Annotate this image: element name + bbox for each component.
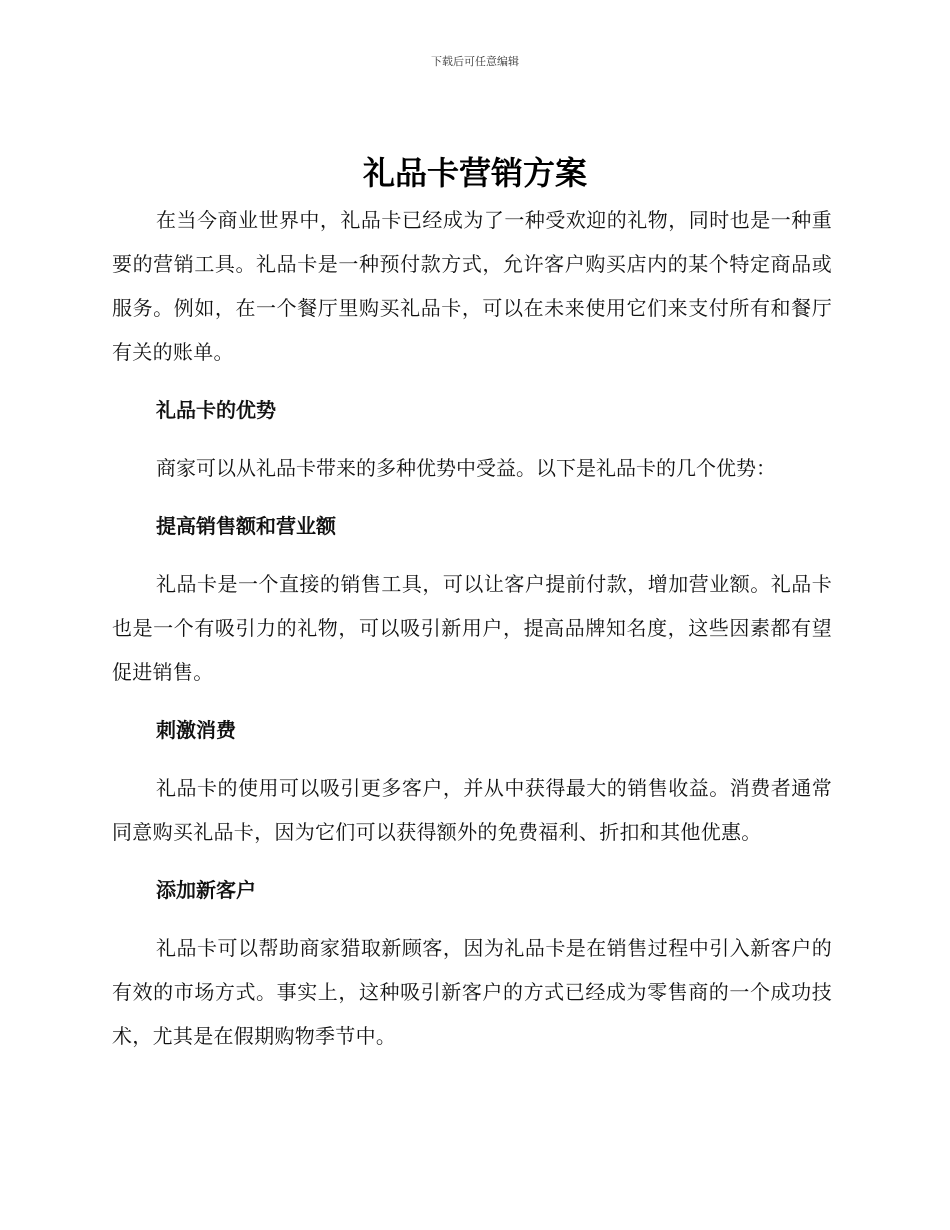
page-header-note: 下载后可任意编辑 [431,55,519,68]
intro-paragraph: 在当今商业世界中，礼品卡已经成为了一种受欢迎的礼物，同时也是一种重要的营销工具。礼品卡是一种预付款方式，允许客户购买店内的某个特定商品或服务。例如，在一个餐厅里购买礼品卡，可以在未来使用它们来支付所有和餐厅有关的账单。 [112,208,832,364]
advantages-intro-paragraph: 商家可以从礼品卡带来的多种优势中受益。以下是礼品卡的几个优势： [156,456,776,480]
advantages-heading: 礼品卡的优势 [156,398,276,422]
document-title: 礼品卡营销方案 [362,154,587,192]
section-heading-consumption: 刺激消费 [156,718,236,742]
section-body-new-customers: 礼品卡可以帮助商家猎取新顾客，因为礼品卡是在销售过程中引入新客户的有效的市场方式。事实上，这种吸引新客户的方式已经成为零售商的一个成功技术，尤其是在假期购物季节中。 [112,936,832,1048]
section-body-consumption: 礼品卡的使用可以吸引更多客户，并从中获得最大的销售收益。消费者通常同意购买礼品卡，因为它们可以获得额外的免费福利、折扣和其他优惠。 [112,776,832,844]
section-body-sales: 礼品卡是一个直接的销售工具，可以让客户提前付款，增加营业额。礼品卡也是一个有吸引力的礼物，可以吸引新用户，提高品牌知名度，这些因素都有望促进销售。 [112,572,832,684]
section-heading-new-customers: 添加新客户 [156,878,256,902]
section-heading-sales: 提高销售额和营业额 [156,514,336,538]
document-body [112,198,832,1058]
